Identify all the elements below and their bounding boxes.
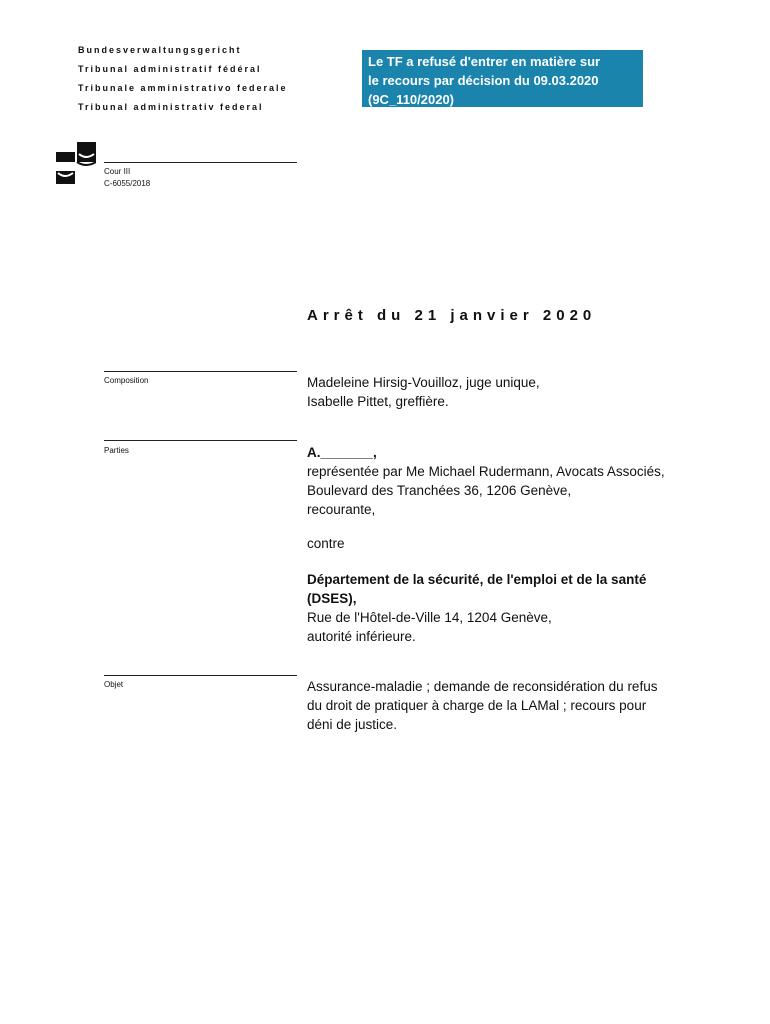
respondent-name-line: (DSES), [307,591,357,606]
court-name-it: Tribunale amministrativo federale [78,83,288,93]
case-number: C-6055/2018 [104,179,151,188]
composition-line: Isabelle Pittet, greffière. [307,394,449,409]
decision-notice-box [362,50,643,107]
divider [104,675,297,676]
parties-label: Parties [104,446,129,455]
composition-label: Composition [104,376,149,385]
appellant-line: recourante, [307,502,376,517]
respondent-line: autorité inférieure. [307,629,416,644]
objet-line: Assurance-maladie ; demande de reconsidération du refus [307,679,658,694]
objet-line: déni de justice. [307,717,398,732]
objet-label: Objet [104,680,124,689]
divider [104,440,297,441]
swiss-federal-court-logo-icon [56,142,96,184]
respondent-block [307,570,727,646]
composition-text [307,373,727,411]
versus-text: contre [307,536,345,551]
objet-line: du droit de pratiquer à charge de la LAMal ; recours pour [307,698,647,713]
court-name-de: Bundesverwaltungsgericht [78,45,242,55]
notice-line: Le TF a refusé d'entrer en matière sur [368,54,601,69]
court-division: Cour III [104,167,131,176]
appellant-block [307,443,727,519]
court-name-rm: Tribunal administrativ federal [78,102,264,112]
appellant-name: A._______, [307,445,377,460]
objet-text [307,677,727,734]
respondent-line: Rue de l'Hôtel-de-Ville 14, 1204 Genève, [307,610,552,625]
divider [104,162,297,163]
court-name-fr: Tribunal administratif fédéral [78,64,262,74]
page-title: Arrêt du 21 janvier 2020 [307,307,597,324]
composition-line: Madeleine Hirsig-Vouilloz, juge unique, [307,375,540,390]
appellant-line: représentée par Me Michael Rudermann, Avocats Associés, [307,464,665,479]
appellant-line: Boulevard des Tranchées 36, 1206 Genève, [307,483,572,498]
court-names [78,41,288,117]
divider [104,371,297,372]
notice-line: le recours par décision du 09.03.2020 [368,73,599,88]
notice-line: (9C_110/2020) [368,92,455,107]
respondent-name-line: Département de la sécurité, de l'emploi et de la santé [307,572,647,587]
